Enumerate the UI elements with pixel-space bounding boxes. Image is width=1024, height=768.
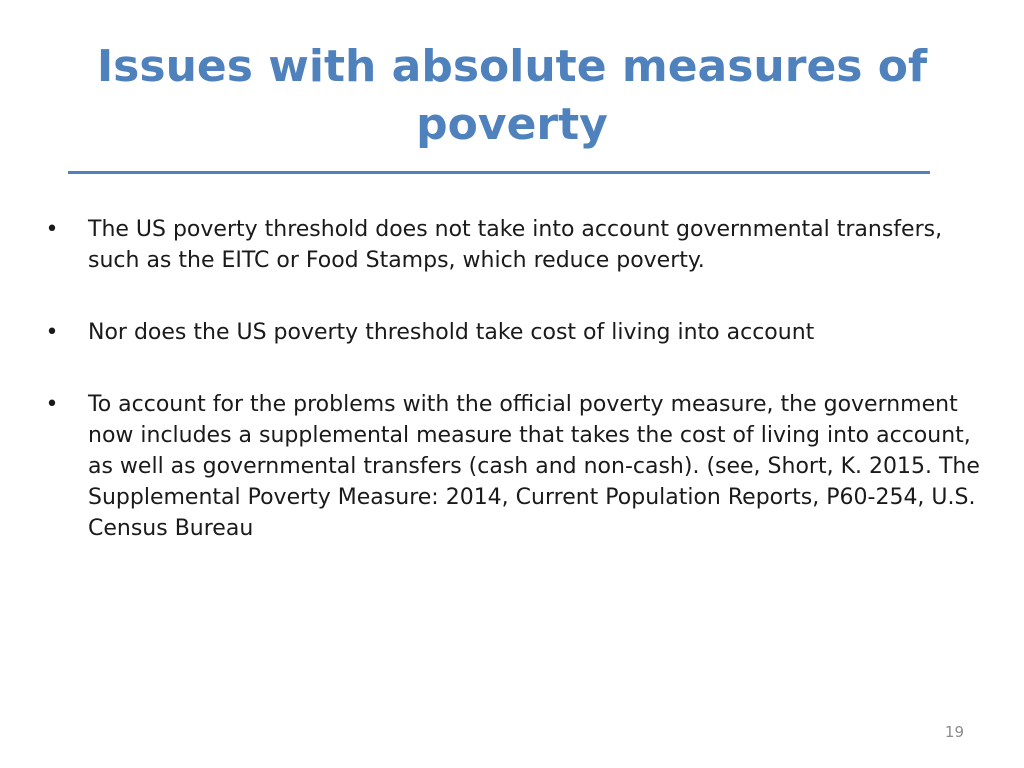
bullet-item xyxy=(42,389,982,544)
bullet-text: The US poverty threshold does not take into account governmental transfers, such as the EITC or Food Stamps, which reduce poverty. xyxy=(88,217,943,273)
bullet-text: Nor does the US poverty threshold take cost of living into account xyxy=(88,320,815,345)
bullet-item xyxy=(42,317,982,348)
page-number: 19 xyxy=(944,723,964,741)
bullet-marker: • xyxy=(45,392,59,417)
bullet-list xyxy=(42,214,982,585)
bullet-text: To account for the problems with the official poverty measure, the government now includes a supplemental measure that takes the cost of living into account, as well as governmental transfers (cash and non-cash). (see, Short, K. 2015. The Supplemental Poverty Measure: 2014, Current Population Reports, P60-254, U.S. Census Bureau xyxy=(88,392,980,541)
slide-title: Issues with absolute measures of poverty xyxy=(96,41,928,150)
bullet-marker: • xyxy=(45,217,59,242)
title-underline xyxy=(68,171,930,174)
bullet-item xyxy=(42,214,982,276)
bullet-marker: • xyxy=(45,320,59,345)
